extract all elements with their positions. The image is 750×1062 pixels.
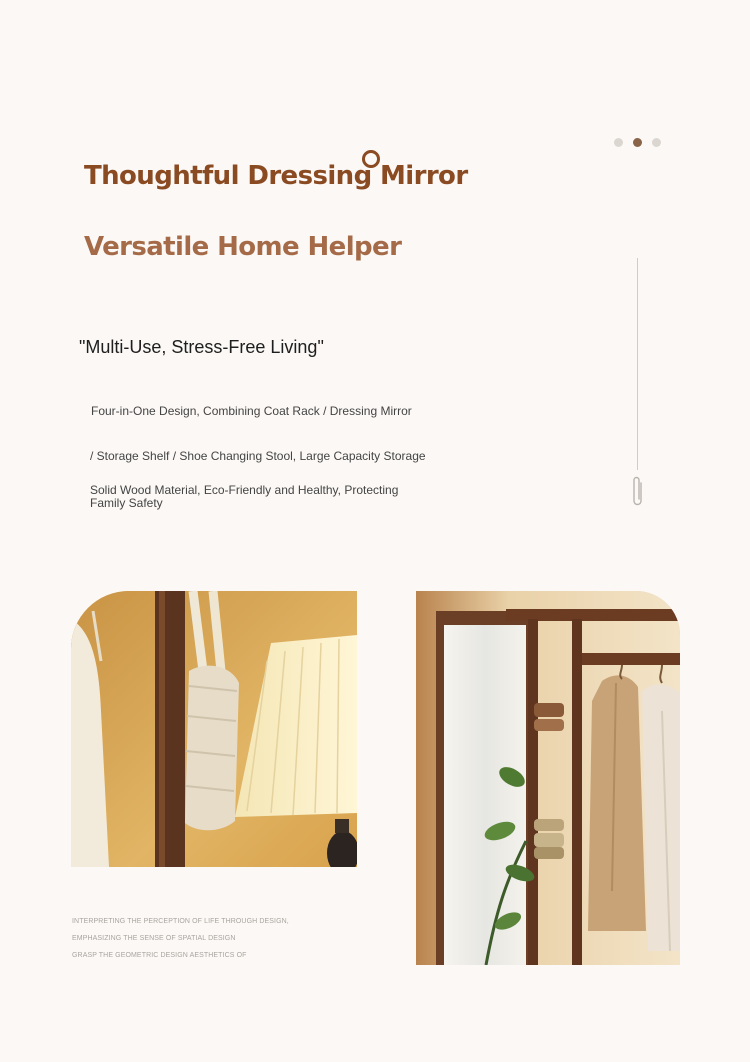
feature-line-1: Four-in-One Design, Combining Coat Rack / Dressing Mirror — [91, 404, 412, 418]
feature-line-3: Solid Wood Material, Eco-Friendly and Healthy, Protecting Family Safety — [90, 483, 399, 510]
paperclip-icon — [630, 474, 646, 510]
slogan: "Multi-Use, Stress-Free Living" — [79, 337, 324, 357]
caption-line-2: EMPHASIZING THE SENSE OF SPATIAL DESIGN — [72, 935, 236, 942]
carousel-pager — [614, 138, 661, 147]
vertical-divider — [637, 258, 638, 470]
feature-line-2: / Storage Shelf / Shoe Changing Stool, Large Capacity Storage — [90, 449, 426, 463]
product-photo-lamp-bag — [71, 591, 357, 867]
headline-primary: Thoughtful Dressing Mirror — [84, 161, 468, 191]
headline-secondary: Versatile Home Helper — [84, 232, 402, 262]
pager-dot-2[interactable] — [633, 138, 642, 147]
caption-line-3: GRASP THE GEOMETRIC DESIGN AESTHETICS OF — [72, 952, 247, 959]
pager-dot-3[interactable] — [652, 138, 661, 147]
pager-dot-1[interactable] — [614, 138, 623, 147]
ring-ornament-icon — [362, 150, 380, 168]
caption-line-1: INTERPRETING THE PERCEPTION OF LIFE THROUGH DESIGN, — [72, 918, 289, 925]
product-photo-mirror-rack — [416, 591, 680, 965]
